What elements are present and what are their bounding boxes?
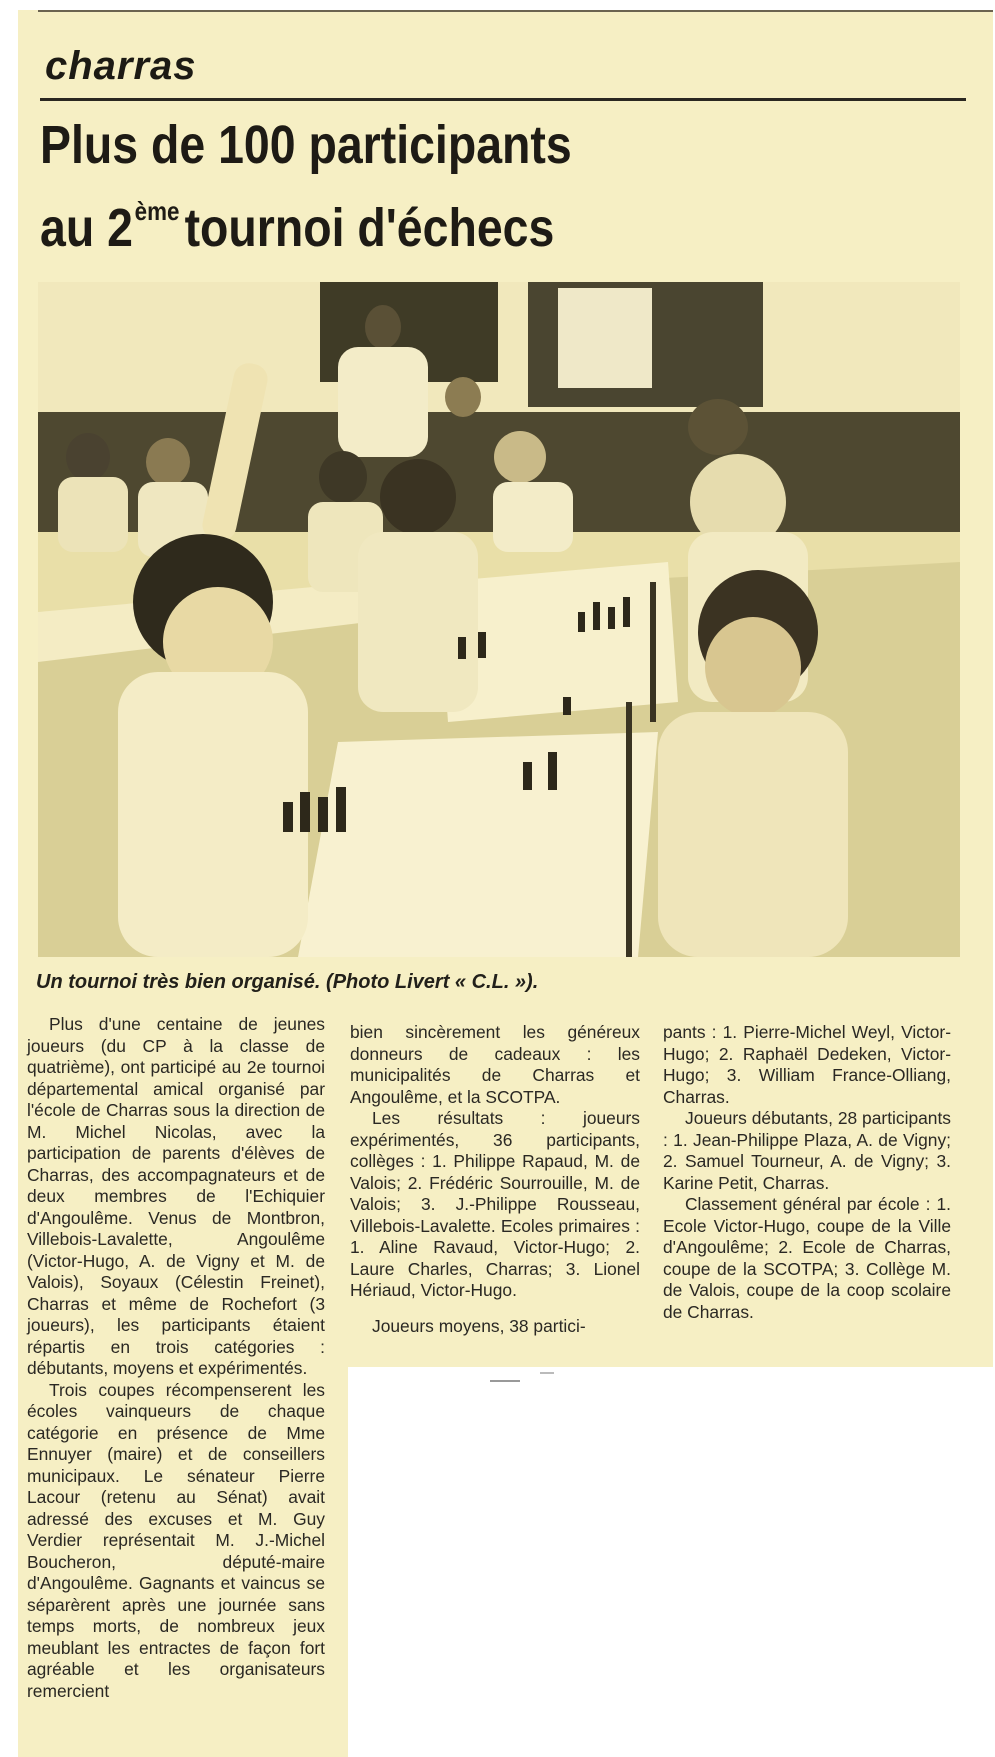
headline-superscript: ème bbox=[134, 196, 180, 226]
chess-tournament-photo bbox=[38, 282, 960, 957]
paragraph: Joueurs moyens, 38 partici- bbox=[372, 1315, 586, 1336]
article-column-3 bbox=[663, 1022, 951, 1323]
section-title: charras bbox=[45, 44, 197, 88]
article-column-2 bbox=[350, 1022, 640, 1337]
photo-caption: Un tournoi très bien organisé. (Photo Livert « C.L. »). bbox=[36, 971, 539, 993]
paragraph: bien sincèrement les généreux donneurs de cadeaux : les municipalités de Charras et Angoulême, et la SCOTPA. bbox=[350, 1022, 640, 1107]
photo-illustration bbox=[38, 282, 960, 957]
headline bbox=[40, 112, 572, 261]
headline-line-2 bbox=[40, 178, 572, 261]
top-border-line bbox=[38, 10, 993, 12]
paragraph: Les résultats : joueurs expérimentés, 36 participants, collèges : 1. Philippe Rapaud, M. de Valois; 2. Frédéric Sourrouille, M. de Valois; 3. J.-Philippe Rousseau, Villebois-Lavalette. Ecoles primaires : 1. Aline Ravaud, Victor-Hugo; 2. Laure Charles, Charras; 3. Lionel Hériaud, Victor-Hugo. bbox=[350, 1108, 640, 1300]
divider bbox=[540, 1372, 554, 1374]
paragraph: Plus d'une centaine de jeunes joueurs (du CP à la classe de quatrième), ont participé au 2e tournoi départemental amical organisé par l'école de Charras sous la direction de M. Michel Nicolas, avec la participation de parents d'élèves de Charras, des accompagnateurs et de deux membres de l'Echiquier d'Angoulême. Venus de Montbron, Villebois-Lavalette, Angoulême (Victor-Hugo, A. de Vigny et M. de Valois), Soyaux (Célestin Freinet), Charras et même de Rochefort (3 joueurs), les participants étaient répartis en trois catégories : débutants, moyens et expérimentés. bbox=[27, 1014, 325, 1378]
headline-line-2-suffix: tournoi d'échecs bbox=[184, 198, 555, 258]
paragraph: Trois coupes récompenserent les écoles vainqueurs de chaque catégorie en présence de Mme Ennuyer (maire) et de conseillers municipaux. Le sénateur Pierre Lacour (retenu au Sénat) avait adressé des excuses et M. Guy Verdier représentait M. J.-Michel Boucheron, député-maire d'Angoulême. Gagnants et vaincus se séparèrent après une journée sans temps morts, de nombreux jeux meublant les entractes de façon fort agréable et les organisateurs remercient bbox=[27, 1379, 325, 1701]
headline-line-1: Plus de 100 participants bbox=[40, 115, 572, 175]
headline-line-2-prefix: au 2 bbox=[40, 198, 133, 258]
divider bbox=[490, 1380, 520, 1382]
paragraph: pants : 1. Pierre-Michel Weyl, Victor-Hugo; 2. Raphaël Dedeken, Victor-Hugo; 3. William France-Olliang, Charras. bbox=[663, 1022, 951, 1107]
paragraph: Joueurs débutants, 28 participants : 1. Jean-Philippe Plaza, A. de Vigny; 2. Samuel Tourneur, A. de Vigny; 3. Karine Petit, Charras. bbox=[663, 1108, 951, 1193]
section-rule bbox=[40, 98, 966, 101]
paragraph: Classement général par école : 1. Ecole Victor-Hugo, coupe de la Ville d'Angoulême; 2. Ecole de Charras, coupe de la SCOTPA; 3. Collège M. de Valois, coupe de la coop scolaire de Charras. bbox=[663, 1194, 951, 1322]
article-column-1 bbox=[27, 1014, 325, 1702]
